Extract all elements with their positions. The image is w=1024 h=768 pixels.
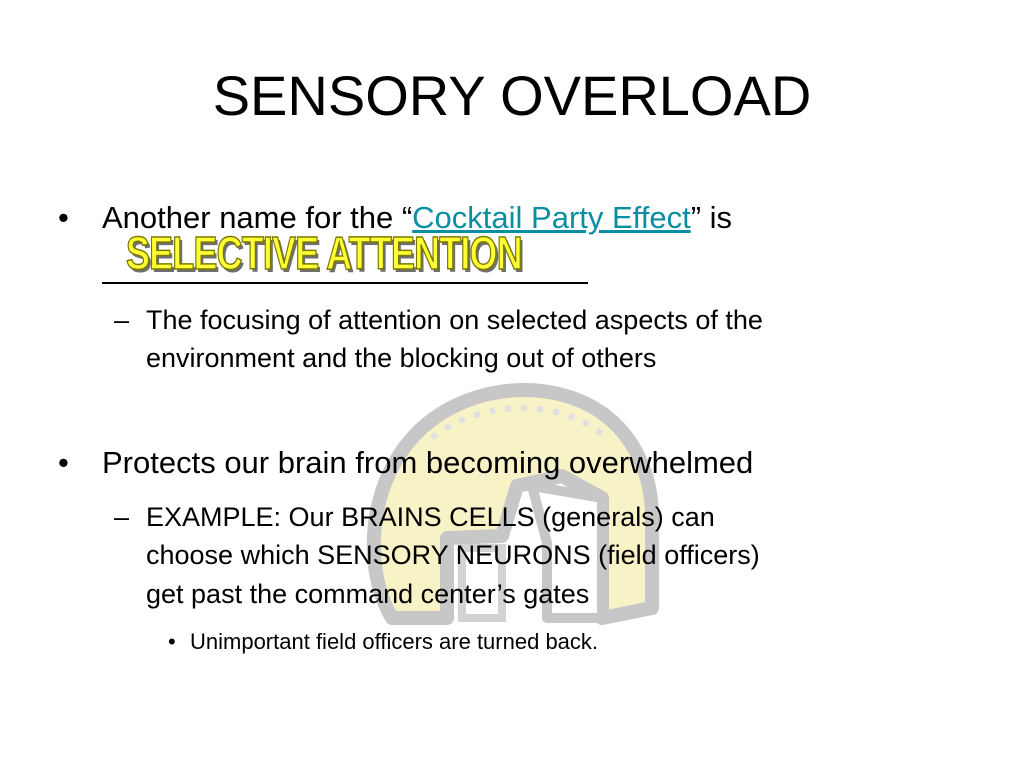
sub-bullet-line: EXAMPLE: Our BRAINS CELLS (generals) can: [146, 502, 715, 532]
sub-sub-bullet-text: Unimportant field officers are turned back.: [190, 629, 599, 654]
bullet-1-suffix: ” is: [690, 200, 733, 235]
sub-bullet-line: choose which SENSORY NEURONS (field officers): [146, 540, 760, 570]
sub-bullet-line: get past the command center’s gates: [146, 579, 590, 609]
bullet-marker: •: [58, 445, 69, 480]
sub-sub-bullet-marker: •: [168, 629, 176, 654]
sub-bullet-marker: –: [114, 305, 130, 335]
selective-attention-answer: SELECTIVE ATTENTION: [126, 227, 522, 279]
bullet-1-prefix: Another name for the “: [102, 200, 413, 235]
cocktail-party-effect-link[interactable]: Cocktail Party Effect: [412, 200, 691, 235]
bullet-marker: •: [58, 200, 69, 235]
sub-bullet-line: environment and the blocking out of others: [146, 343, 657, 373]
answer-blank-line: [102, 282, 588, 284]
bullet-2-text: Protects our brain from becoming overwhelmed: [102, 445, 754, 480]
sub-bullet-marker: –: [114, 502, 130, 532]
slide-title: SENSORY OVERLOAD: [212, 64, 812, 127]
sub-bullet-line: The focusing of attention on selected aspects of the: [146, 305, 763, 335]
